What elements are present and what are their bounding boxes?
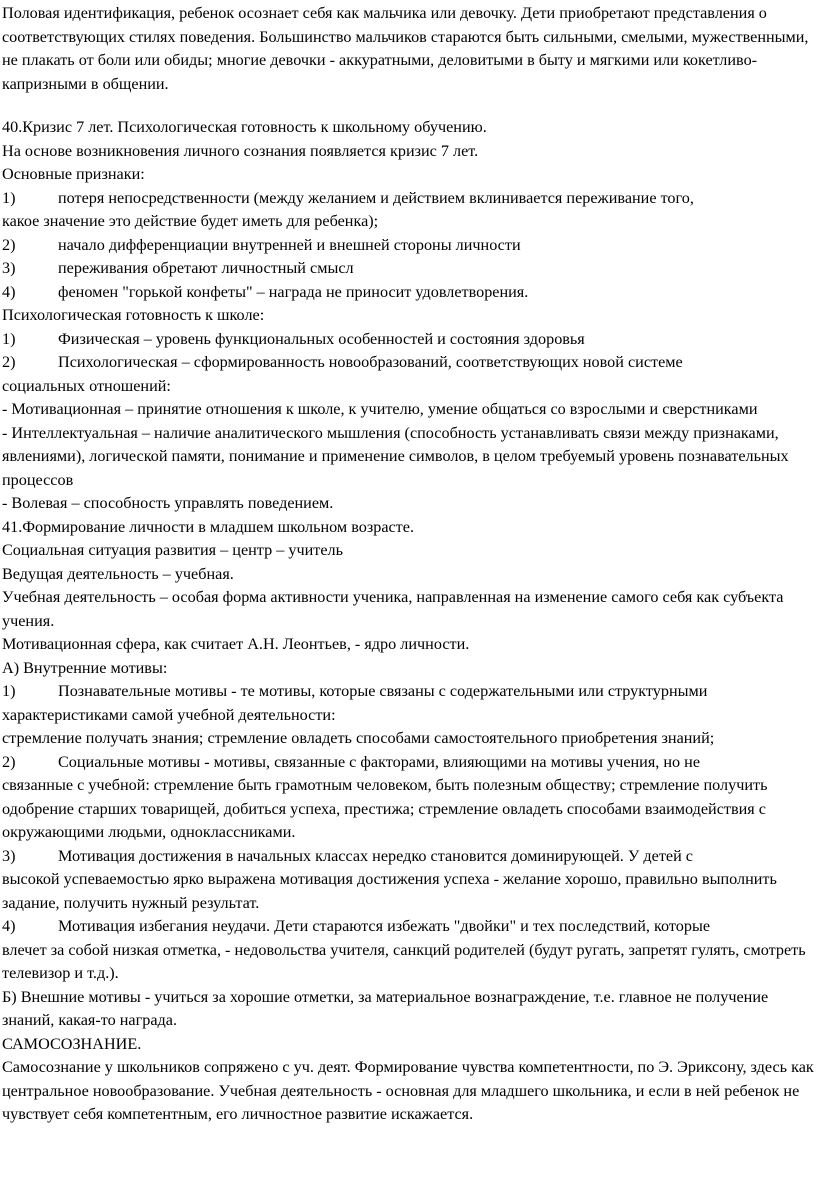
- list-text: начало дифференциации внутренней и внешней стороны личности: [58, 235, 521, 254]
- outer-motives: Б) Внешние мотивы - учиться за хорошие отметки, за материальное вознаграждение, т.е. главное не получение знаний, какая-то награда.: [2, 987, 769, 1029]
- list-continuation: связанные с учебной: стремление быть грамотным человеком, быть полезным обществу; стремление получить одобрение старших товарищей, добиться успеха, престижа; стремление овладеть способами взаимодействия с окружающими людьми, одноклассниками.: [2, 776, 768, 841]
- intro-block: [2, 2, 814, 96]
- self-awareness-text: Самосознание у школьников сопряжено с уч. деят. Формирование чувства компетентности, по Э. Эриксону, здесь как центральное новообразование. Учебная деятельность - основная для младшего школьника, и если в ней ребенок не чувствует себя компетентным, его личностное развитие искажается.: [2, 1058, 814, 1123]
- motivational-readiness: - Мотивационная – принятие отношения к школе, к учителю, умение общаться со взрослыми и сверстниками: [2, 400, 758, 418]
- list-number: 1): [2, 188, 16, 207]
- intellectual-readiness: - Интеллектуальная – наличие аналитического мышления (способность устанавливать связи между признаками, явлениями), логической памяти, понимание и применение символов, в целом требуемый уровень познавательных процессов: [2, 423, 789, 489]
- motivational-sphere: Мотивационная сфера, как считает А.Н. Леонтьев, - ядро личности.: [2, 635, 470, 653]
- list-text: Познавательные мотивы - те мотивы, которые связаны с содержательными или структурными: [58, 682, 708, 700]
- intro-paragraph: Половая идентификация, ребенок осознает себя как мальчика или девочку. Дети приобретают представления о соответствующих стилях поведения. Большинство мальчиков стараются быть сильными, смелыми, мужественными, не плакать от боли или обиды; многие девочки - аккуратными, деловитыми в быту и мягкими или кокетливо-капризными в общении.: [2, 4, 809, 93]
- list-continuation: характеристиками самой учебной деятельности:: [2, 705, 336, 724]
- list-continuation: социальных отношений:: [2, 376, 171, 395]
- list-item: [2, 915, 814, 939]
- list-number: 1): [2, 329, 16, 348]
- list-number: 3): [2, 846, 16, 865]
- list-item: [2, 328, 814, 352]
- learning-activity: Учебная деятельность – особая форма активности ученика, направленная на изменение самого себя как субъекта учения.: [2, 588, 784, 630]
- list-number: 2): [2, 752, 16, 771]
- volitional-readiness: - Волевая – способность управлять поведением.: [2, 494, 334, 512]
- list-item: [2, 751, 814, 775]
- list-text: Мотивация достижения в начальных классах нередко становится доминирующей. У детей с: [58, 846, 693, 865]
- list-text: Социальные мотивы - мотивы, связанные с факторами, влияющими на мотивы учения, но не: [58, 752, 701, 771]
- list-item: [2, 351, 814, 375]
- list-text: переживания обретают личностный смысл: [58, 259, 354, 277]
- list-text: потеря непосредственности (между желанием и действием вклинивается переживание того,: [58, 188, 694, 207]
- section-40-heading: 40.Кризис 7 лет. Психологическая готовность к школьному обучению.: [2, 118, 487, 136]
- leading-activity: Ведущая деятельность – учебная.: [2, 564, 234, 583]
- self-awareness-heading: САМОСОЗНАНИЕ.: [2, 1034, 142, 1053]
- list-number: 2): [2, 235, 16, 254]
- inner-motives-label: А) Внутренние мотивы:: [2, 658, 168, 677]
- list-item: [2, 234, 814, 258]
- list-continuation: влечет за собой низкая отметка, - недовольства учителя, санкций родителей (будут ругать, запретят гулять, смотреть телевизор и т.д.).: [2, 940, 806, 982]
- list-number: 4): [2, 917, 16, 935]
- list-item: [2, 281, 814, 305]
- list-number: 1): [2, 682, 16, 700]
- social-situation: Социальная ситуация развития – центр – учитель: [2, 541, 343, 559]
- list-item: [2, 680, 814, 704]
- cognitive-motives-detail: стремление получать знания; стремление овладеть способами самостоятельного приобретения знаний;: [2, 729, 715, 747]
- list-item: [2, 257, 814, 281]
- list-continuation: какое значение это действие будет иметь для ребенка);: [2, 212, 379, 230]
- list-text: Психологическая – сформированность новообразований, соответствующих новой системе: [58, 353, 683, 371]
- list-number: 4): [2, 282, 16, 301]
- list-item: [2, 187, 814, 211]
- list-text: Мотивация избегания неудачи. Дети стараются избежать "двойки" и тех последствий, которые: [58, 917, 711, 935]
- section-41-heading: 41.Формирование личности в младшем школьном возрасте.: [2, 517, 414, 536]
- signs-label: Основные признаки:: [2, 165, 145, 183]
- list-item: [2, 845, 814, 869]
- crisis-line: На основе возникновения личного сознания появляется кризис 7 лет.: [2, 141, 479, 160]
- readiness-label: Психологическая готовность к школе:: [2, 306, 265, 324]
- main-content: [2, 116, 814, 1127]
- list-number: 3): [2, 259, 16, 277]
- list-continuation: высокой успеваемостью ярко выражена мотивация достижения успеха - желание хорошо, правильно выполнить задание, получить нужный результат.: [2, 870, 777, 912]
- list-number: 2): [2, 353, 16, 371]
- list-text: Физическая – уровень функциональных особенностей и состояния здоровья: [58, 329, 585, 348]
- list-text: феномен "горькой конфеты" – награда не приносит удовлетворения.: [58, 282, 529, 301]
